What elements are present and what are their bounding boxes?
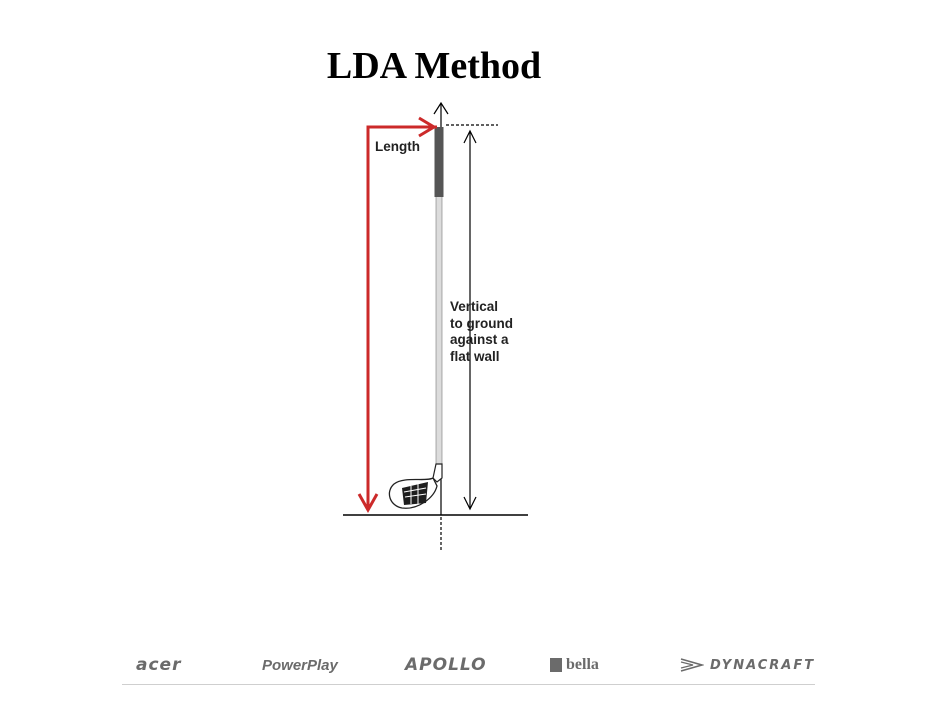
apollo-logo-text: APOLLO — [405, 655, 487, 675]
bella-mark-icon — [550, 658, 562, 672]
length-arrow-path — [368, 127, 437, 508]
club-shaft — [436, 196, 442, 466]
vertical-label: Vertical to ground against a flat wall — [450, 299, 513, 364]
apollo-logo — [405, 652, 487, 678]
powerplay-logo — [262, 652, 338, 678]
slide-title: LDA Method — [326, 45, 542, 87]
dynacraft-logo-text: DYNACRAFT — [710, 657, 816, 673]
sponsor-logos — [122, 652, 822, 678]
bella-logo — [550, 652, 599, 678]
length-label: Length — [375, 139, 420, 154]
bella-logo-text: bella — [566, 656, 599, 673]
club-grip — [435, 127, 444, 197]
acer-logo-text: acer — [136, 655, 182, 675]
acer-logo — [136, 652, 181, 678]
powerplay-logo-text: PowerPlay — [262, 656, 338, 674]
dynacraft-logo — [680, 652, 815, 678]
dynacraft-mark-icon — [680, 658, 704, 672]
footer-divider — [122, 684, 815, 685]
